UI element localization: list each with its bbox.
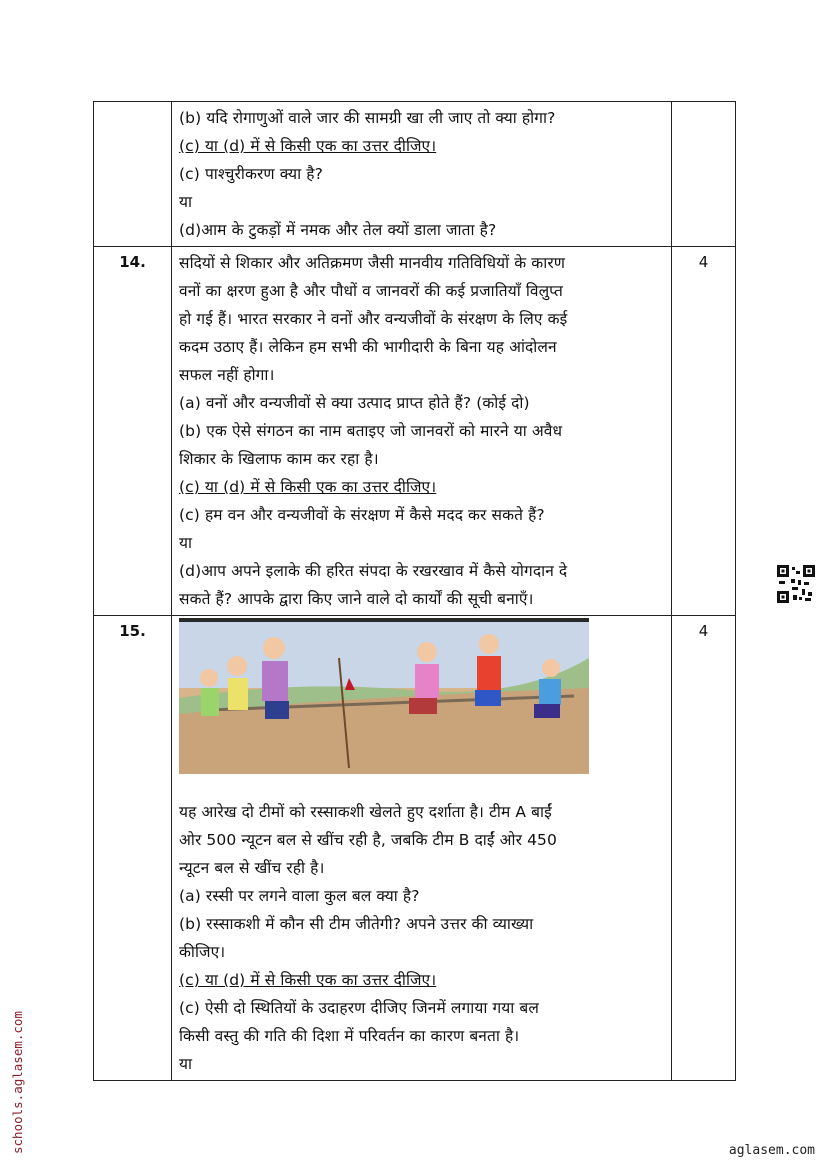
q13-line: (d)आम के टुकड़ों में नमक और तेल क्यों डाला जाता है? [179, 221, 497, 239]
q15-line: (b) रस्साकशी में कौन सी टीम जीतेगी? अपने उत्तर की व्याख्या [179, 915, 534, 933]
q15-number: 15. [94, 616, 172, 1081]
q14-line: (d)आप अपने इलाके की हरित संपदा के रखरखाव में कैसे योगदान दे [179, 562, 568, 580]
q14-line: या [179, 534, 193, 552]
q15-marks: 4 [672, 616, 736, 1081]
q13-line: (c) या (d) में से किसी एक का उत्तर दीजिए। [179, 137, 437, 155]
q13-line: (b) यदि रोगाणुओं वाले जार की सामग्री खा ली जाए तो क्या होगा? [179, 109, 556, 127]
footer-watermark: aglasem.com [728, 1143, 815, 1158]
q14-line: हो गई हैं। भारत सरकार ने वनों और वन्यजीवों के संरक्षण के लिए कई [179, 310, 568, 328]
q13-row [94, 102, 736, 247]
q15-line: यह आरेख दो टीमों को रस्साकशी खेलते हुए दर्शाता है। टीम A बाईं [179, 803, 552, 821]
tug-of-war-image [179, 618, 589, 774]
q14-line: सकते हैं? आपके द्वारा किए जाने वाले दो कार्यों की सूची बनाएँ। [179, 590, 534, 608]
q15-line: न्यूटन बल से खींच रही है। [179, 859, 325, 877]
q14-line: शिकार के खिलाफ काम कर रहा है। [179, 450, 379, 468]
q14-line: कदम उठाए हैं। लेकिन हम सभी की भागीदारी के बिना यह आंदोलन [179, 338, 557, 356]
q14-number: 14. [94, 247, 172, 616]
q13-marks-cell [672, 102, 736, 247]
q14-content [172, 247, 672, 616]
q14-line: सफल नहीं होगा। [179, 366, 275, 384]
q14-line: (b) एक ऐसे संगठन का नाम बताइए जो जानवरों को मारने या अवैध [179, 422, 563, 440]
q15-line: या [179, 1055, 193, 1073]
q15-line: किसी वस्तु की गति की दिशा में परिवर्तन का कारण बनता है। [179, 1027, 520, 1045]
q13-line: या [179, 193, 193, 211]
side-watermark-text: schools.aglasem.com [10, 1011, 25, 1154]
q13-number-cell [94, 102, 172, 247]
q14-row [94, 247, 736, 616]
q15-row [94, 616, 736, 1081]
qr-code-icon [777, 565, 815, 603]
q14-line: (c) या (d) में से किसी एक का उत्तर दीजिए। [179, 478, 437, 496]
q15-line: ओर 500 न्यूटन बल से खींच रही है, जबकि टीम B दाईं ओर 450 [179, 831, 557, 849]
side-watermark [6, 968, 30, 1154]
q15-line: (c) ऐसी दो स्थितियों के उदाहरण दीजिए जिनमें लगाया गया बल [179, 999, 539, 1017]
q13-content [172, 102, 672, 247]
q14-line: (a) वनों और वन्यजीवों से क्या उत्पाद प्राप्त होते हैं? (कोई दो) [179, 394, 530, 412]
q14-line: वनों का क्षरण हुआ है और पौधों व जानवरों की कई प्रजातियाँ विलुप्त [179, 282, 563, 300]
q14-line: सदियों से शिकार और अतिक्रमण जैसी मानवीय गतिविधियों के कारण [179, 254, 566, 272]
q14-line: (c) हम वन और वन्यजीवों के संरक्षण में कैसे मदद कर सकते हैं? [179, 506, 545, 524]
q14-marks: 4 [672, 247, 736, 616]
q15-line: कीजिए। [179, 943, 226, 961]
q13-line: (c) पाश्चुरीकरण क्या है? [179, 165, 323, 183]
q15-line: (c) या (d) में से किसी एक का उत्तर दीजिए। [179, 971, 437, 989]
question-table [93, 101, 736, 1081]
q15-content [172, 616, 672, 1081]
q15-line: (a) रस्सी पर लगने वाला कुल बल क्या है? [179, 887, 420, 905]
